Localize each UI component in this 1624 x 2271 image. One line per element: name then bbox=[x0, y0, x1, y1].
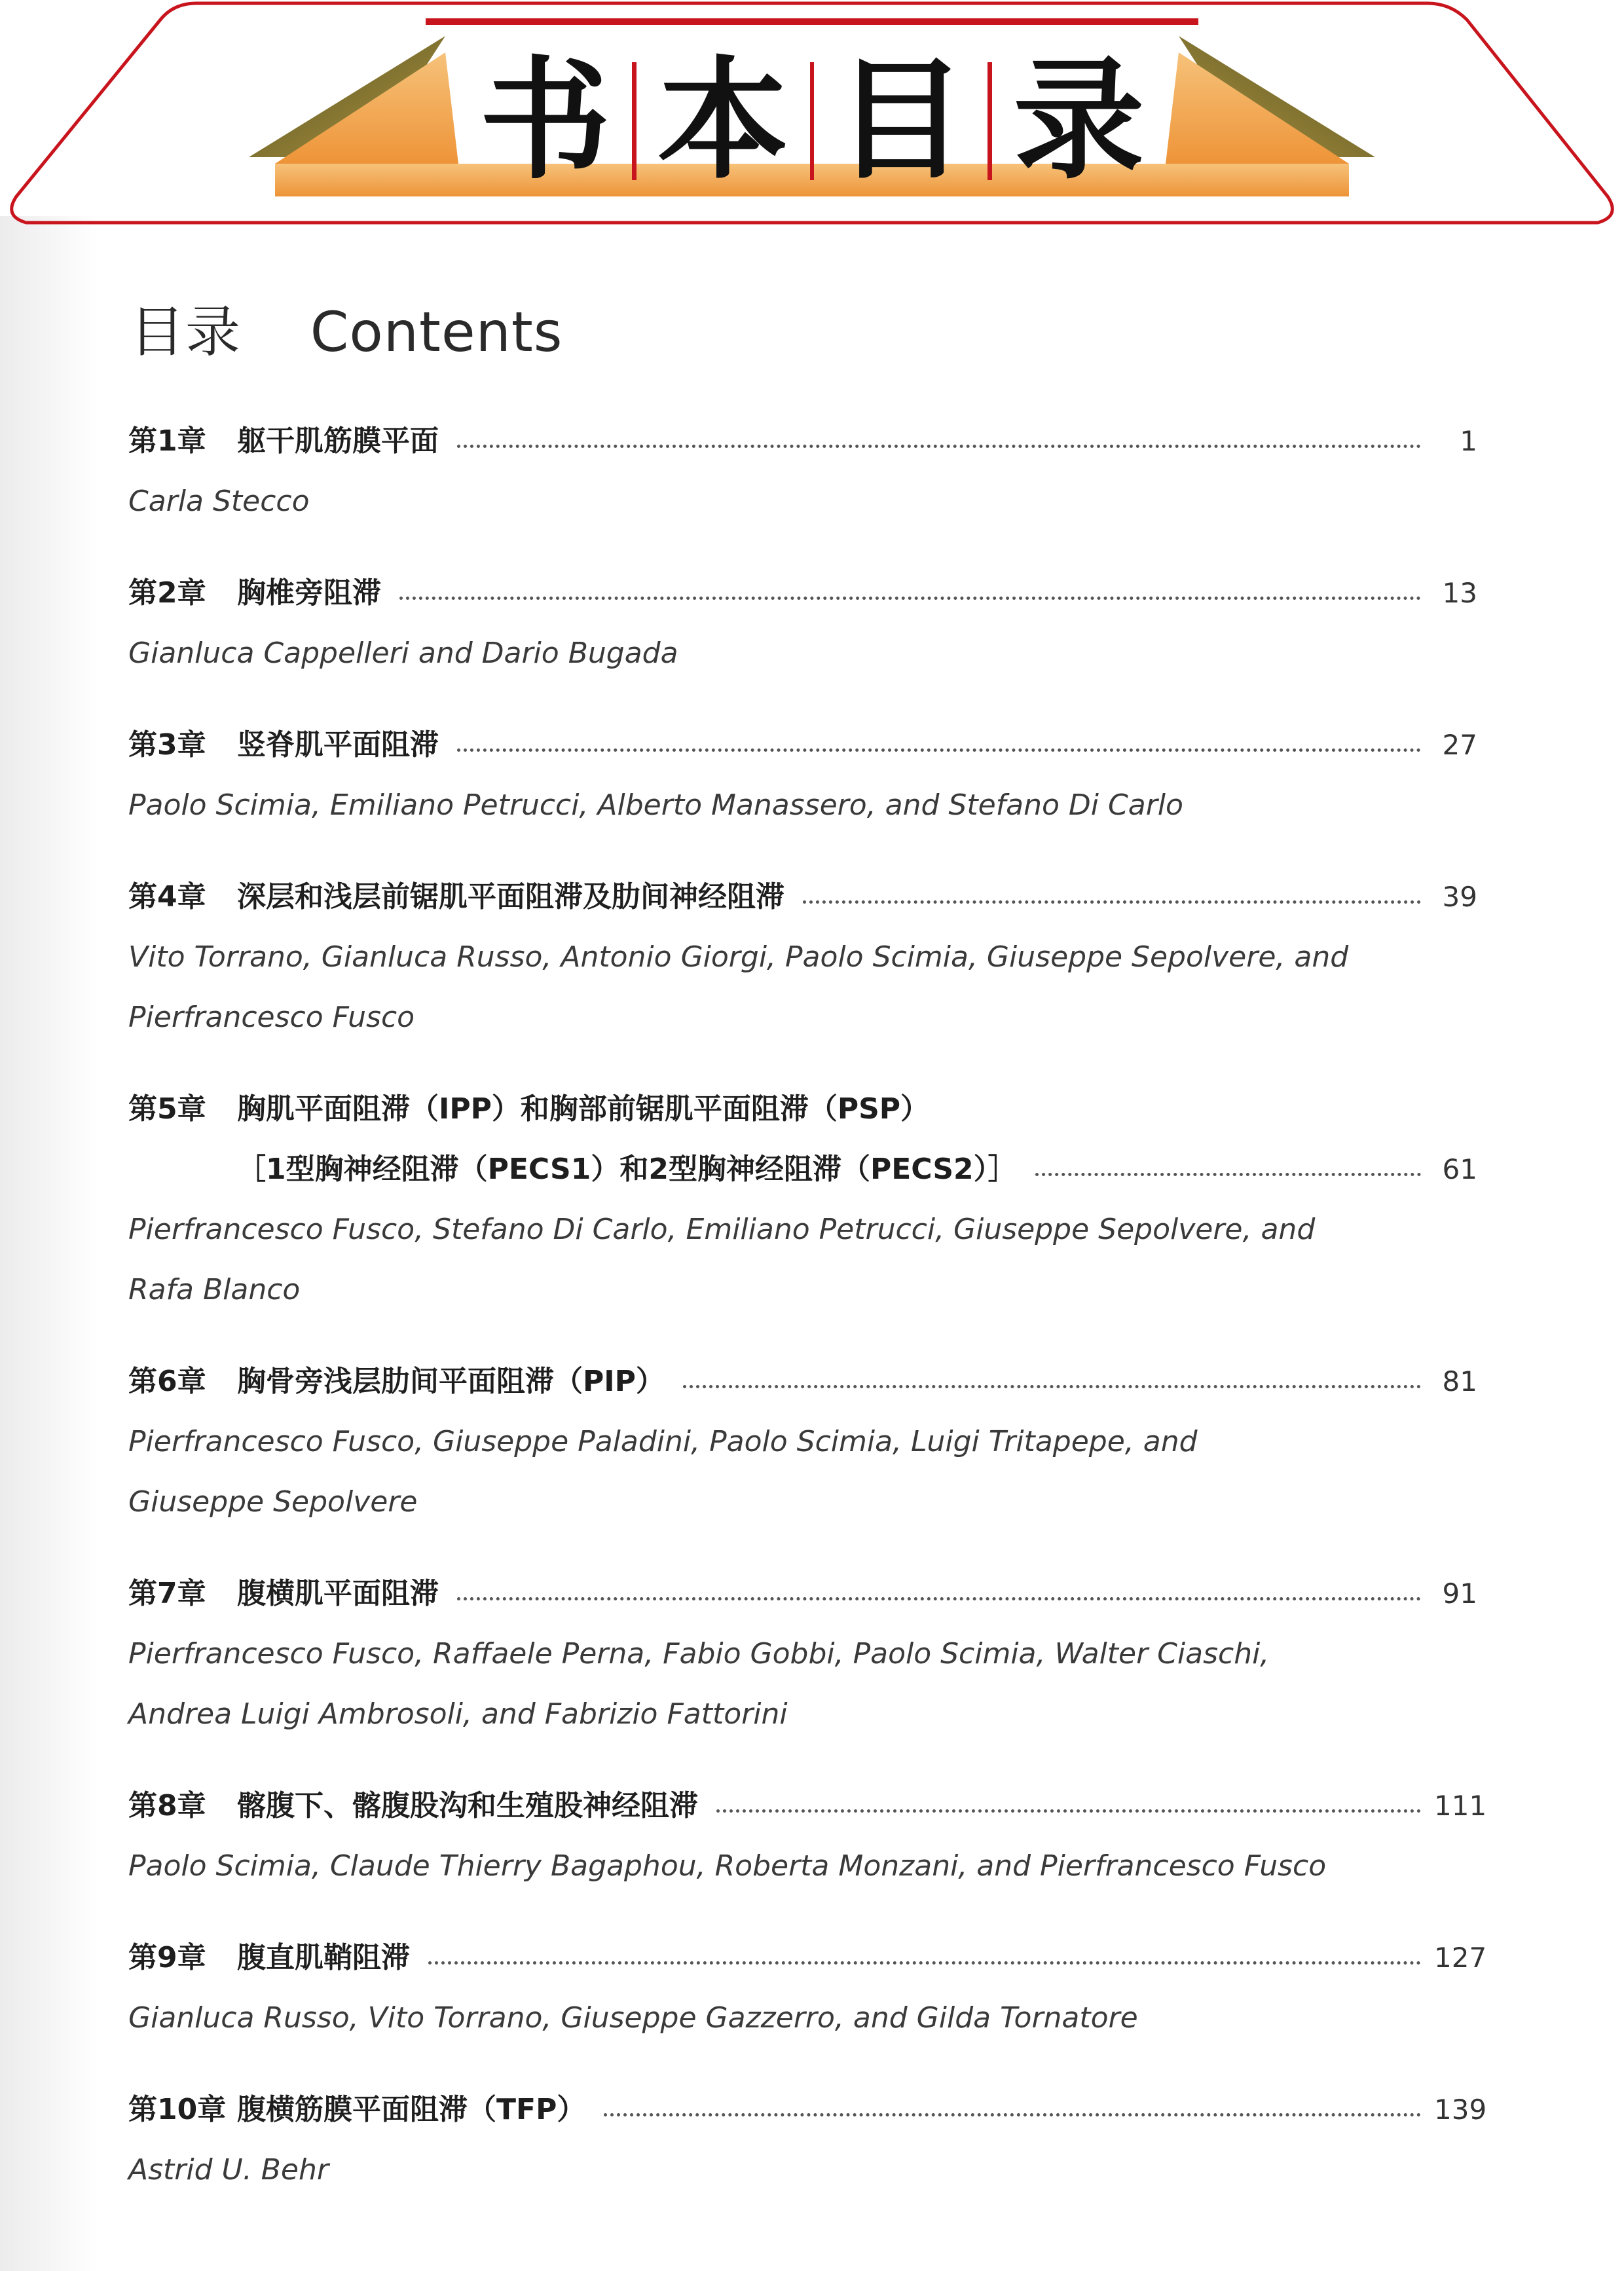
toc-title-line bbox=[128, 867, 1477, 927]
chapter-label bbox=[128, 1776, 237, 1836]
chapter-label bbox=[128, 2080, 237, 2140]
chapter-label bbox=[128, 563, 237, 623]
toc-title-line bbox=[128, 563, 1477, 623]
heading-en: Contents bbox=[310, 300, 563, 364]
chapter-label bbox=[128, 867, 237, 927]
page-number: 111 bbox=[1434, 1790, 1487, 1822]
chapter-number: 第8章 bbox=[128, 1789, 206, 1822]
chapter-title[interactable]: 腹横筋膜平面阻滞（TFP） bbox=[237, 2093, 586, 2126]
chapter-label bbox=[128, 411, 237, 471]
dot-leader bbox=[457, 445, 1421, 448]
chapter-authors: Vito Torrano, Gianluca Russo, Antonio Giorgi, Paolo Scimia, Giuseppe Sepolvere, and bbox=[128, 940, 1349, 974]
banner-separator bbox=[810, 62, 815, 180]
chapter-authors: Gianluca Russo, Vito Torrano, Giuseppe Gazzerro, and Gilda Tornatore bbox=[128, 2001, 1138, 2035]
chapter-title[interactable]: ［1型胸神经阻滞（PECS1）和2型胸神经阻滞（PECS2）］ bbox=[237, 1153, 1017, 1186]
chapter-authors: Giuseppe Sepolvere bbox=[128, 1485, 418, 1519]
chapter-label bbox=[128, 1079, 237, 1139]
page-number: 139 bbox=[1434, 2094, 1487, 2126]
chapter-authors: Pierfrancesco Fusco, Stefano Di Carlo, Emiliano Petrucci, Giuseppe Sepolvere, and bbox=[128, 1213, 1316, 1246]
page-spine-shadow bbox=[0, 216, 98, 2271]
contents-heading bbox=[130, 288, 563, 367]
page-number: 81 bbox=[1442, 1365, 1477, 1397]
toc-entry[interactable] bbox=[128, 1352, 1477, 1532]
table-of-contents bbox=[128, 411, 1487, 2232]
chapter-title[interactable]: 竖脊肌平面阻滞 bbox=[237, 728, 439, 762]
toc-entry[interactable] bbox=[128, 1564, 1477, 1745]
chapter-label bbox=[128, 1928, 237, 1988]
toc-title-line bbox=[128, 1776, 1487, 1836]
chapter-title[interactable]: 胸肌平面阻滞（IPP）和胸部前锯肌平面阻滞（PSP） bbox=[237, 1092, 930, 1126]
banner-title bbox=[458, 46, 1166, 196]
toc-entry[interactable] bbox=[128, 867, 1477, 1048]
toc-title-line bbox=[128, 1079, 1477, 1139]
chapter-label bbox=[128, 715, 237, 775]
toc-entry[interactable] bbox=[128, 1776, 1487, 1896]
banner-char: 本 bbox=[657, 45, 789, 197]
chapter-number: 第1章 bbox=[128, 424, 206, 458]
chapter-number: 第3章 bbox=[128, 728, 206, 762]
dot-leader bbox=[457, 1597, 1421, 1600]
toc-title-line bbox=[128, 411, 1477, 471]
toc-entry[interactable] bbox=[128, 715, 1477, 836]
chapter-authors: Paolo Scimia, Emiliano Petrucci, Alberto Manassero, and Stefano Di Carlo bbox=[128, 788, 1183, 822]
chapter-title[interactable]: 深层和浅层前锯肌平面阻滞及肋间神经阻滞 bbox=[237, 880, 784, 914]
chapter-number: 第4章 bbox=[128, 880, 206, 914]
toc-title-line bbox=[128, 715, 1477, 775]
page-number: 1 bbox=[1460, 425, 1477, 457]
chapter-authors: Pierfrancesco Fusco bbox=[128, 1001, 415, 1034]
dot-leader bbox=[716, 1809, 1421, 1813]
page-number: 13 bbox=[1442, 577, 1477, 609]
chapter-authors: Rafa Blanco bbox=[128, 1273, 301, 1306]
toc-title-line bbox=[128, 1139, 1477, 1200]
chapter-number: 第10章 bbox=[128, 2093, 227, 2126]
toc-entry[interactable] bbox=[128, 1928, 1487, 2048]
chapter-number: 第6章 bbox=[128, 1365, 206, 1398]
page-number: 27 bbox=[1442, 729, 1477, 761]
chapter-number: 第2章 bbox=[128, 576, 206, 610]
chapter-number: 第9章 bbox=[128, 1941, 206, 1974]
toc-title-line bbox=[128, 1352, 1477, 1412]
chapter-label bbox=[128, 1564, 237, 1624]
chapter-authors: Gianluca Cappelleri and Dario Bugada bbox=[128, 637, 678, 670]
toc-entry[interactable] bbox=[128, 563, 1477, 684]
banner-separator bbox=[987, 62, 992, 180]
chapter-title[interactable]: 胸骨旁浅层肋间平面阻滞（PIP） bbox=[237, 1365, 665, 1398]
dot-leader bbox=[683, 1385, 1421, 1388]
chapter-indent bbox=[128, 1139, 237, 1200]
toc-title-line bbox=[128, 2080, 1487, 2140]
chapter-title[interactable]: 腹直肌鞘阻滞 bbox=[237, 1941, 410, 1974]
dot-leader bbox=[428, 1961, 1421, 1965]
chapter-title[interactable]: 胸椎旁阻滞 bbox=[237, 576, 381, 610]
toc-entry[interactable] bbox=[128, 2080, 1487, 2200]
toc-title-line bbox=[128, 1564, 1477, 1624]
toc-title-line bbox=[128, 1928, 1487, 1988]
chapter-number: 第5章 bbox=[128, 1092, 206, 1126]
page-number: 61 bbox=[1442, 1153, 1477, 1185]
banner-char: 目 bbox=[835, 45, 967, 197]
chapter-title[interactable]: 腹横肌平面阻滞 bbox=[237, 1577, 439, 1610]
chapter-authors: Carla Stecco bbox=[128, 485, 310, 518]
chapter-authors: Pierfrancesco Fusco, Giuseppe Paladini, Paolo Scimia, Luigi Tritapepe, and bbox=[128, 1425, 1198, 1458]
toc-entry[interactable] bbox=[128, 411, 1477, 532]
title-banner bbox=[0, 0, 1624, 249]
chapter-title[interactable]: 躯干肌筋膜平面 bbox=[237, 424, 439, 458]
page-number: 127 bbox=[1434, 1942, 1487, 1974]
chapter-authors: Paolo Scimia, Claude Thierry Bagaphou, Roberta Monzani, and Pierfrancesco Fusco bbox=[128, 1849, 1327, 1883]
chapter-label bbox=[128, 1352, 237, 1412]
chapter-title[interactable]: 髂腹下、髂腹股沟和生殖股神经阻滞 bbox=[237, 1789, 698, 1822]
banner-char: 录 bbox=[1013, 45, 1145, 197]
banner-char: 书 bbox=[479, 45, 611, 197]
page-number: 39 bbox=[1442, 881, 1477, 913]
dot-leader bbox=[399, 597, 1421, 600]
heading-zh: 目录 bbox=[130, 300, 242, 364]
page-number: 91 bbox=[1442, 1578, 1477, 1610]
dot-leader bbox=[1035, 1173, 1421, 1176]
dot-leader bbox=[803, 900, 1421, 904]
dot-leader bbox=[457, 748, 1421, 752]
dot-leader bbox=[604, 2113, 1421, 2116]
banner-separator bbox=[632, 62, 637, 180]
chapter-number: 第7章 bbox=[128, 1577, 206, 1610]
toc-entry[interactable] bbox=[128, 1079, 1477, 1320]
chapter-authors: Pierfrancesco Fusco, Raffaele Perna, Fabio Gobbi, Paolo Scimia, Walter Ciaschi, bbox=[128, 1637, 1270, 1671]
chapter-authors: Astrid U. Behr bbox=[128, 2153, 329, 2187]
chapter-authors: Andrea Luigi Ambrosoli, and Fabrizio Fattorini bbox=[128, 1697, 788, 1731]
